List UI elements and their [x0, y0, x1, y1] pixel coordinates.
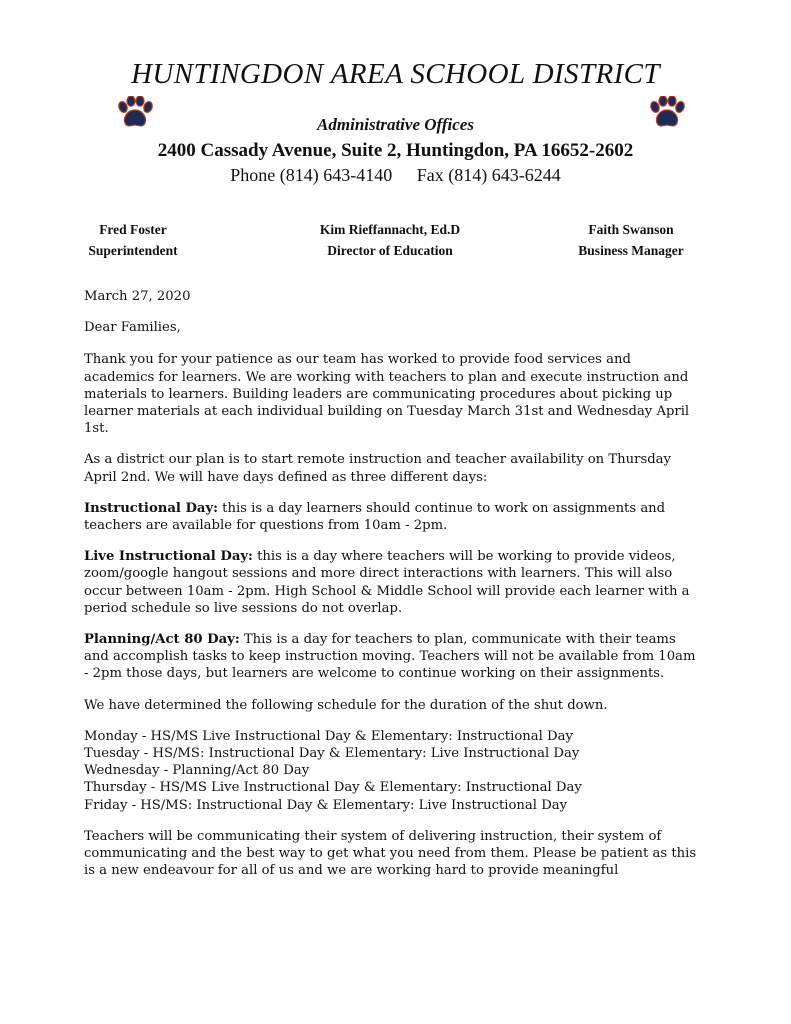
paragraph-schedule-intro: We have determined the following schedule for the duration of the shut down. [84, 697, 608, 713]
schedule-item: Monday - HS/MS Live Instructional Day & Elementary: Instructional Day [84, 728, 573, 744]
staff-name: Faith Swanson [588, 222, 674, 237]
fax-number: Fax (814) 643-6244 [416, 165, 561, 185]
district-address: 2400 Cassady Avenue, Suite 2, Huntingdon, PA 16652-2602 [157, 140, 634, 161]
paragraph-intro: Thank you for your patience as our team has worked to provide food services and academics for learners. We are working with teachers to plan and execute instruction and materials to learners. Building leaders are communicating procedures about picking up learner materials at each individual building on Tuesday March 31st and Wednesday April 1st. [84, 352, 690, 437]
definition-text: this is a day where teachers will be working to provide videos, zoom/google hangout sessions and more direct interactions with learners. This will also occur between 10am - 2pm. High School & Middle School will provide each learner with a period schedule so live sessions do not overlap. [84, 549, 690, 616]
definition-label: Live Instructional Day: [84, 549, 253, 565]
staff-director [290, 219, 490, 261]
phone-number: Phone (814) 643-4140 [230, 165, 393, 185]
letter-greeting: Dear Families, [84, 320, 181, 336]
definition-text: this is a day learners should continue to work on assignments and teachers are available for questions from 10am - 2pm. [84, 500, 666, 534]
paragraph-plan: As a district our plan is to start remote instruction and teacher availability on Thursday April 2nd. We will have days defined as three different days: [84, 452, 671, 485]
staff-name: Fred Foster [99, 222, 167, 237]
staff-role: Business Manager [578, 243, 684, 258]
schedule-item: Thursday - HS/MS Live Instructional Day & Elementary: Instructional Day [84, 780, 582, 796]
staff-name: Kim Rieffannacht, Ed.D [319, 222, 461, 237]
paragraph-communication: Teachers will be communicating their system of delivering instruction, their system of communicating and the best way to get what you need from them. Please be patient as this is a new endeavour for all of us and we are working hard to provide meaningful [84, 828, 697, 879]
definition-instructional-day [84, 500, 704, 534]
office-subtitle: Administrative Offices [317, 115, 474, 134]
contact-line [0, 165, 791, 186]
staff-role: Director of Education [327, 243, 453, 258]
letter-date: March 27, 2020 [84, 289, 191, 304]
definition-label: Instructional Day: [84, 500, 218, 516]
weekly-schedule [84, 728, 704, 814]
schedule-item: Wednesday - Planning/Act 80 Day [84, 763, 310, 779]
definition-live-instructional-day [84, 548, 704, 617]
schedule-item: Friday - HS/MS: Instructional Day & Elementary: Live Instructional Day [84, 797, 568, 813]
definition-text: This is a day for teachers to plan, communicate with their teams and accomplish tasks to keep instruction moving. Teachers will not be available from 10am - 2pm those days, but learners are welcome to continue working on their assignments. [84, 632, 696, 682]
definition-label: Planning/Act 80 Day: [84, 632, 240, 648]
district-title: HUNTINGDON AREA SCHOOL DISTRICT [131, 58, 660, 90]
definition-planning-day [84, 631, 704, 683]
staff-business-manager [566, 219, 696, 261]
schedule-item: Tuesday - HS/MS: Instructional Day & Elementary: Live Instructional Day [84, 746, 580, 762]
staff-superintendent [78, 219, 188, 261]
letter-body [84, 288, 704, 893]
staff-role: Superintendent [88, 243, 178, 258]
